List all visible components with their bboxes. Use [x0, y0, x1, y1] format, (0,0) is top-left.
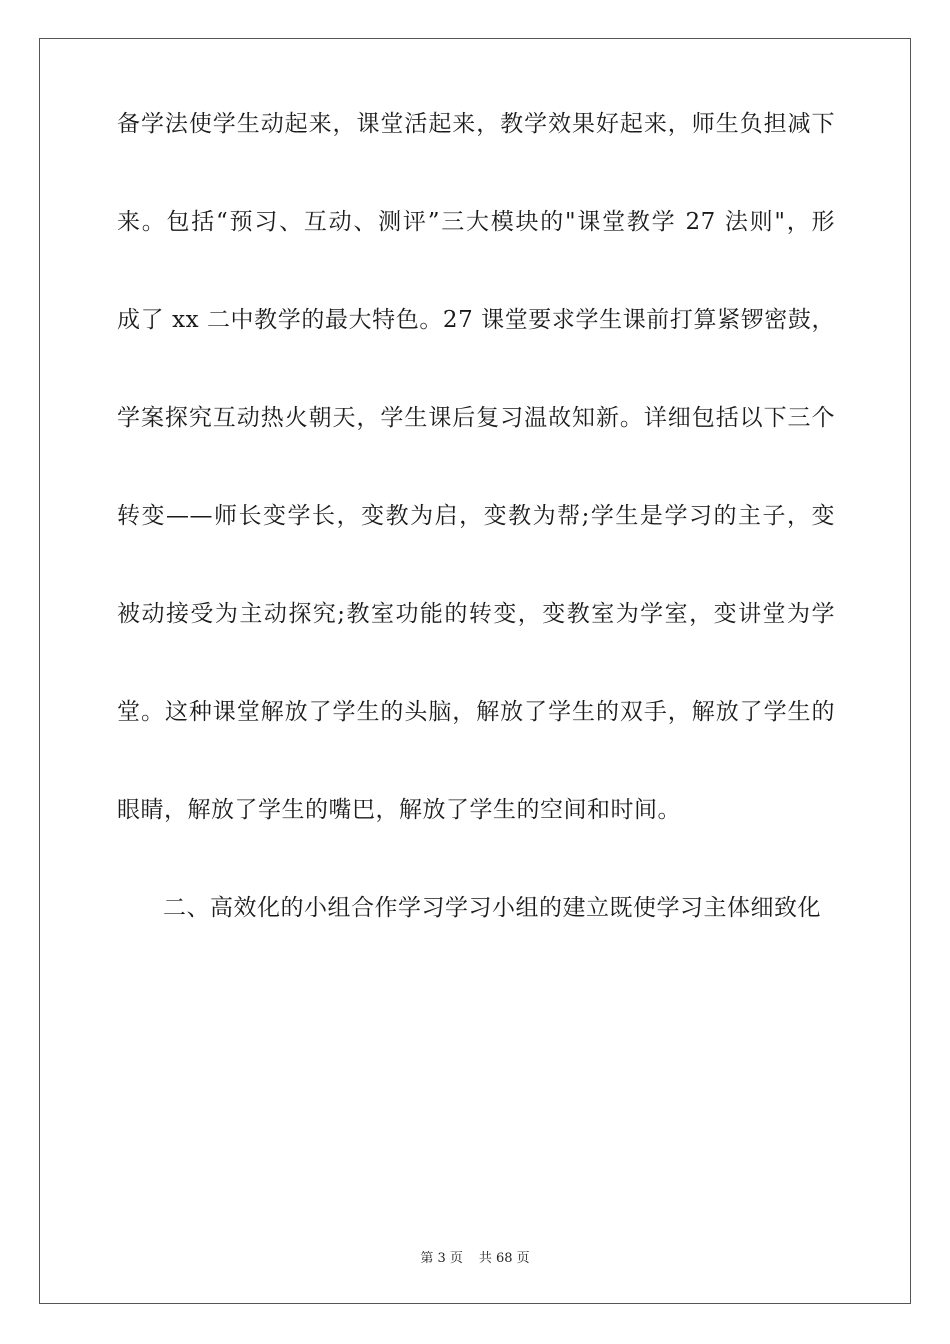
paragraph-line-3: 成了 xx 二中教学的最大特色。27 课堂要求学生课前打算紧锣密鼓， [117, 307, 835, 333]
page-footer [0, 1247, 950, 1266]
paragraph-line-1: 备学法使学生动起来，课堂活起来，教学效果好起来，师生负担减下 [117, 111, 835, 137]
paragraph-line-6: 被动接受为主动探究;教室功能的转变，变教室为学室，变讲堂为学 [117, 601, 835, 627]
document-body [117, 111, 835, 1006]
paragraph-line-4: 学案探究互动热火朝天，学生课后复习温故知新。详细包括以下三个 [117, 405, 835, 431]
page-number: 第 3 页 [420, 1251, 463, 1266]
paragraph-line-2: 来。包括“预习、互动、测评”三大模块的"课堂教学 27 法则"，形 [117, 209, 835, 235]
paragraph-line-8: 眼睛，解放了学生的嘴巴，解放了学生的空间和时间。 [117, 797, 681, 823]
section-heading-line: 二、高效化的小组合作学习学习小组的建立既使学习主体细致化 [163, 895, 821, 921]
page-total: 共 68 页 [478, 1251, 530, 1266]
paragraph-line-5: 转变——师长变学长，变教为启，变教为帮;学生是学习的主子，变 [117, 503, 835, 529]
paragraph-line-7: 堂。这种课堂解放了学生的头脑，解放了学生的双手，解放了学生的 [117, 699, 835, 725]
